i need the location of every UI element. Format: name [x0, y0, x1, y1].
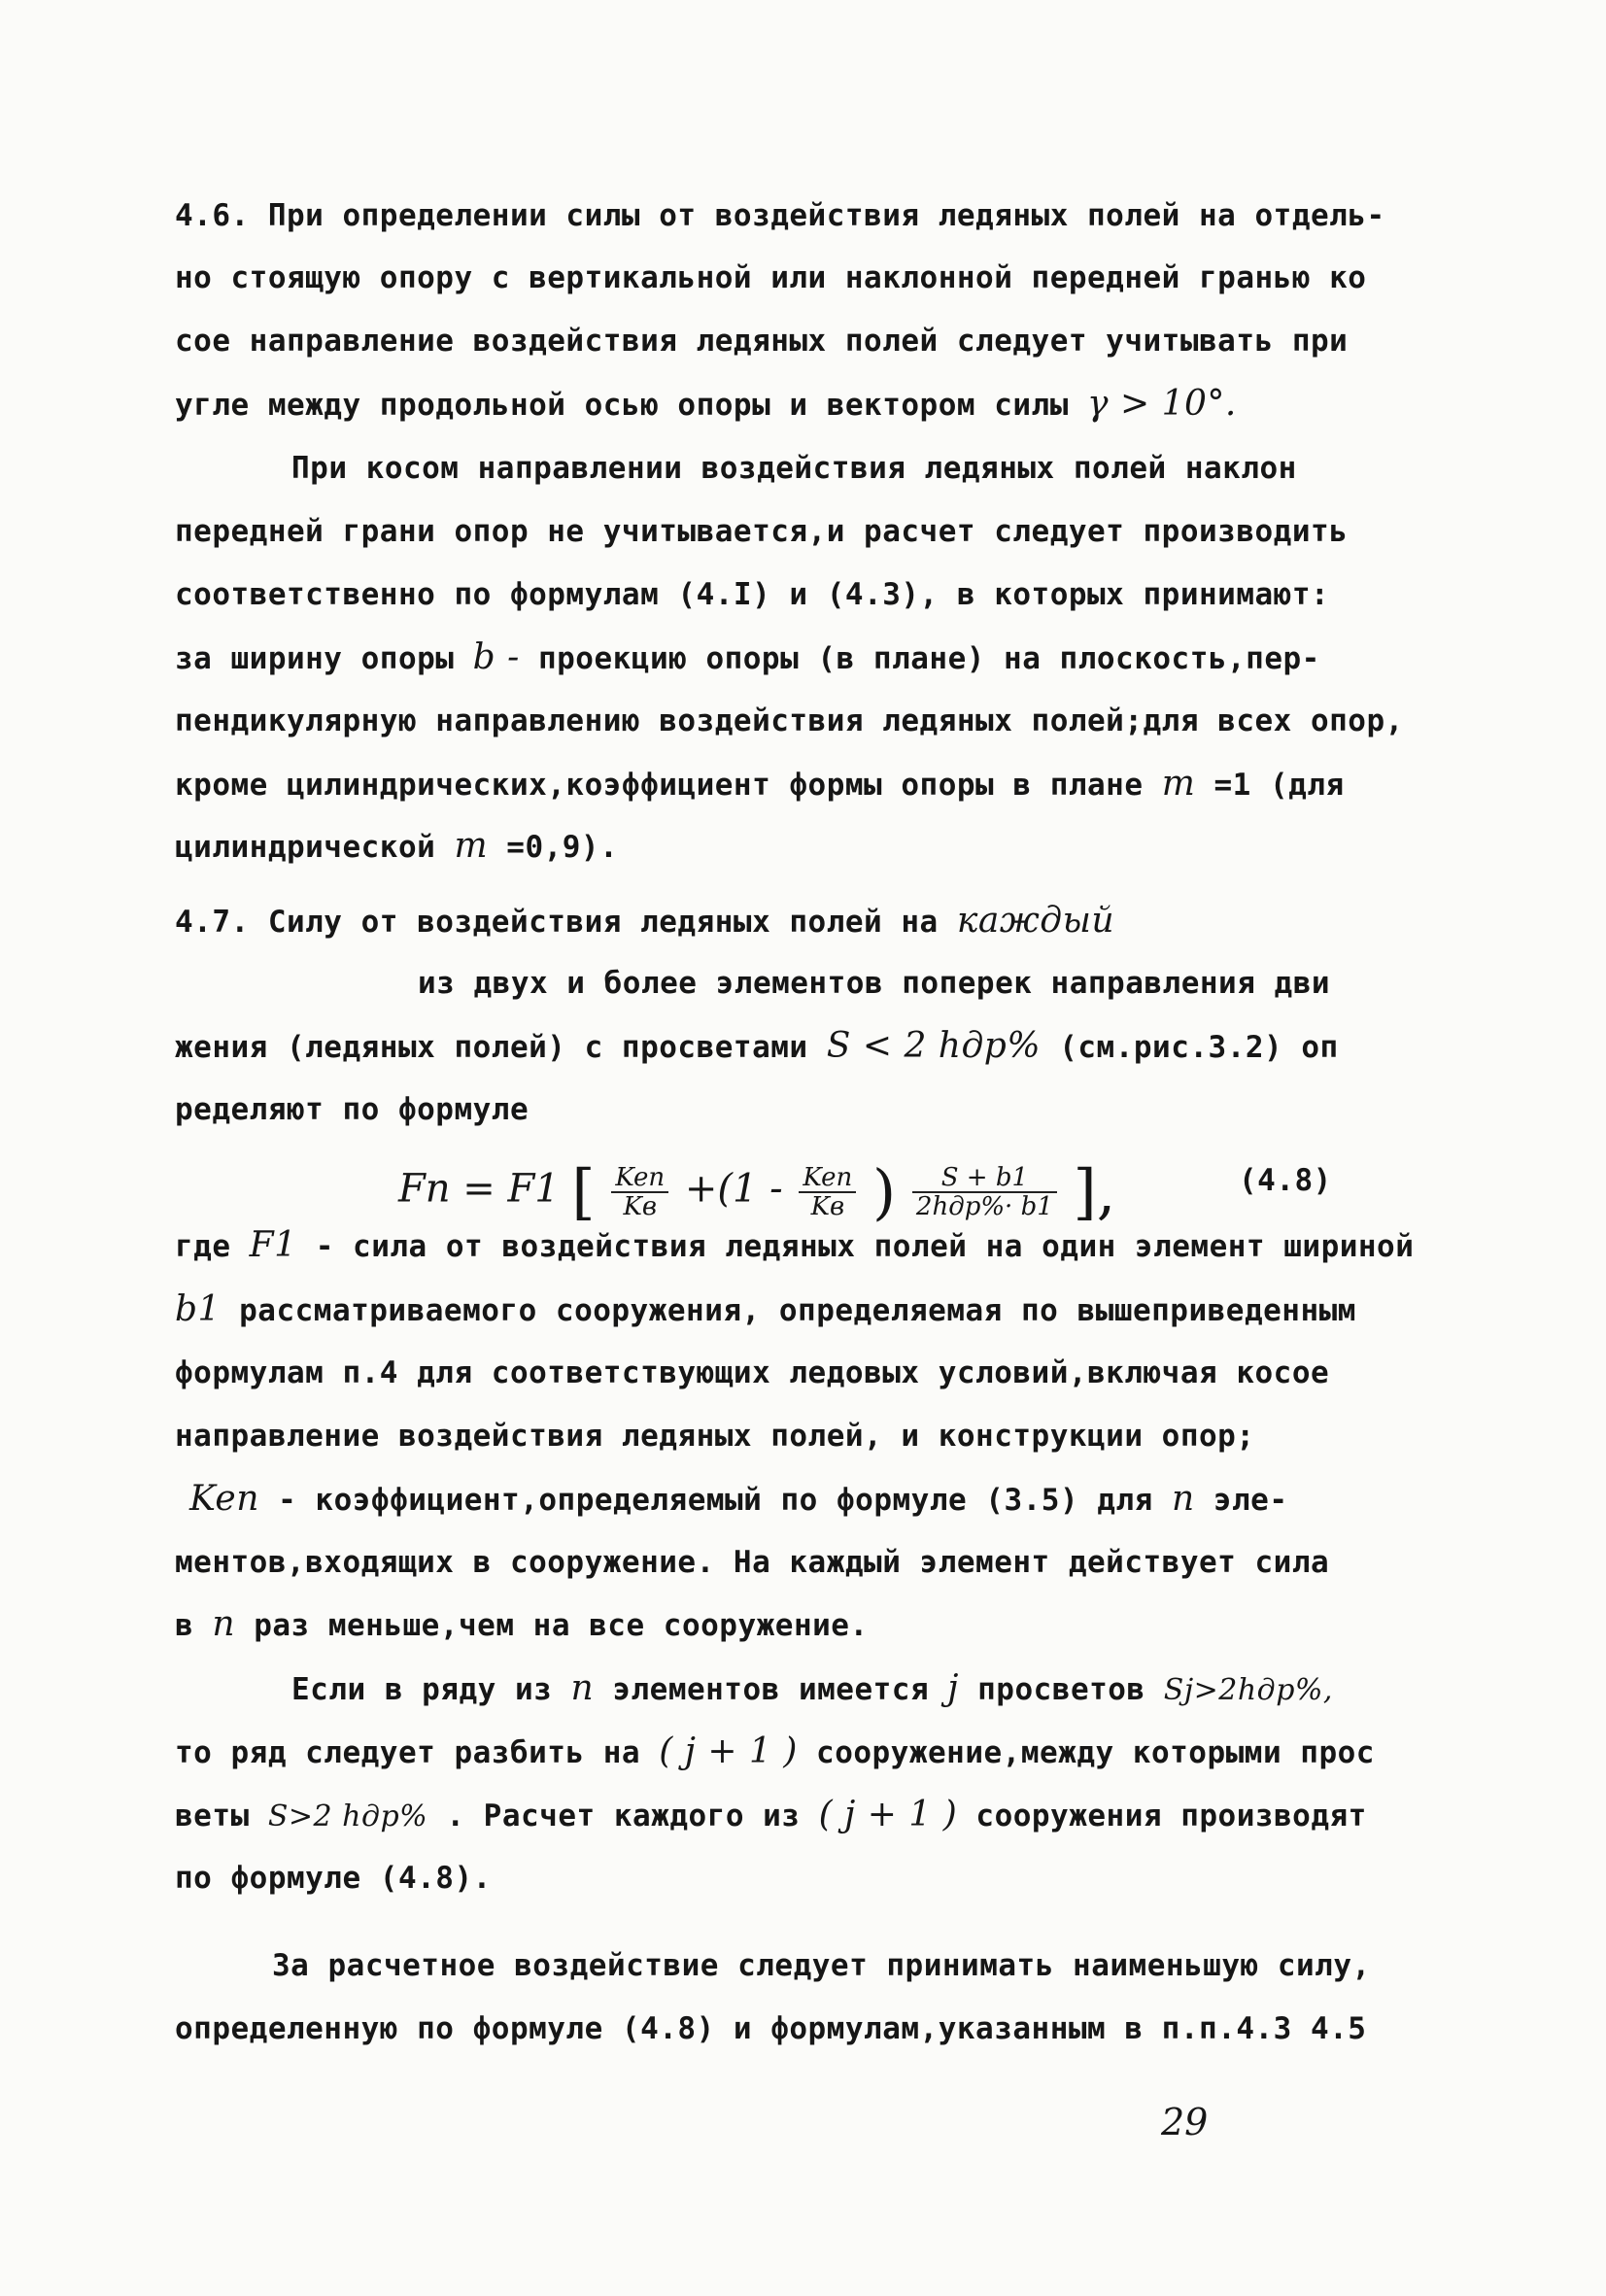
text-line: При косом направлении воздействия ледяных полей наклон [291, 451, 1297, 486]
page-number: 29 [1161, 2101, 1209, 2143]
text-segment: - сила от воздействия ледяных полей на один элемент шириной [315, 1229, 1415, 1264]
text-line: формулам п.4 для соответствующих ледовых условий,включая косое [175, 1355, 1330, 1390]
text-segment: сооружение,между которыми прос [816, 1735, 1375, 1770]
text-line [175, 827, 618, 867]
text-line: 4.6. При определении силы от воздействия ледяных полей на отдель- [175, 198, 1385, 233]
equation-term: +(1 - [684, 1166, 783, 1212]
text-segment: элементов имеется [612, 1672, 930, 1707]
text-line: передней грани опор не учитывается,и расчет следует производить [175, 514, 1349, 549]
text-segment: угле между продольной осью опоры и вектором силы [175, 388, 1069, 423]
text-line: из двух и более элементов поперек направления дви [418, 966, 1331, 1001]
text-line: ментов,входящих в сооружение. На каждый элемент действует сила [175, 1545, 1330, 1580]
text-line: но стоящую опору с вертикальной или наклонной передней гранью ко [175, 260, 1367, 295]
text-segment: кроме цилиндрических,коэффициент формы опоры в плане [175, 768, 1144, 803]
handwritten-n: n [1171, 1479, 1195, 1519]
text-segment: - коэффициент,определяемый по формуле (3.5) для [278, 1483, 1153, 1518]
text-segment: 4.7. Силу от воздействия ледяных полей на [175, 905, 939, 940]
equation-number: (4.8) [1239, 1163, 1332, 1198]
handwritten-sj: Sj>2hдр%, [1163, 1673, 1333, 1707]
equation-bracket: [ [571, 1156, 596, 1227]
handwritten-m: m [1161, 764, 1196, 804]
handwritten-ken: Ken [189, 1479, 259, 1519]
handwritten-m: m [454, 826, 489, 866]
text-segment: жения (ледяных полей) с просветами [175, 1030, 808, 1065]
equation-lhs: Fn = F1 [398, 1166, 560, 1212]
text-segment: в [175, 1608, 194, 1643]
text-line [175, 1732, 1375, 1772]
equation-close: ], [1073, 1156, 1116, 1227]
handwritten-n: n [212, 1604, 236, 1644]
handwritten-kazhdyi: каждый [956, 901, 1115, 941]
handwritten-n: n [570, 1668, 595, 1708]
text-line [175, 902, 1114, 942]
text-line [175, 765, 1345, 805]
text-segment: =0,9). [506, 830, 619, 865]
equation-4-8 [398, 1156, 1115, 1227]
handwritten-b: b - [472, 637, 520, 677]
equation-fraction: $\frac{S + b1}{\text{2hдр\%· b1}}$ [912, 1164, 1057, 1220]
equation-fraction: $\frac{\text{Ken}}{Kв}$ [799, 1164, 856, 1220]
text-segment: раз меньше,чем на все сооружение. [254, 1608, 869, 1643]
text-line [175, 1226, 1414, 1266]
text-segment: (см.рис.3.2) оп [1059, 1030, 1339, 1065]
handwritten-gamma: γ > 10°. [1087, 384, 1237, 424]
text-line [189, 1480, 1287, 1520]
text-segment: эле- [1213, 1483, 1288, 1518]
text-line: пендикулярную направлению воздействия ледяных полей;для всех опор, [175, 703, 1404, 738]
equation-paren: ) [872, 1156, 897, 1227]
text-line [175, 385, 1237, 425]
text-segment: за ширину опоры [175, 641, 455, 676]
equation-fraction: $\frac{\text{Ken}}{Kв}$ [611, 1164, 668, 1220]
text-segment: Если в ряду из [291, 1672, 553, 1707]
handwritten-s-condition: S < 2 hдр% [826, 1026, 1042, 1066]
text-segment: веты [175, 1799, 250, 1833]
text-line: За расчетное воздействие следует принимать наименьшую силу, [272, 1948, 1371, 1983]
text-line [291, 1669, 1333, 1710]
text-line: направление воздействия ледяных полей, и конструкции опор; [175, 1419, 1255, 1454]
text-line: соответственно по формулам (4.I) и (4.3), в которых принимают: [175, 577, 1330, 612]
handwritten-f1: F1 [249, 1225, 297, 1265]
text-segment: . Расчет каждого из [446, 1799, 801, 1833]
handwritten-j-plus-1: ( j + 1 ) [659, 1731, 798, 1771]
text-segment: =1 (для [1213, 768, 1345, 803]
text-line [175, 1027, 1339, 1067]
text-line [175, 1605, 869, 1645]
text-line [175, 1796, 1367, 1836]
text-segment: рассматриваемого сооружения, определяемая по вышеприведенным [239, 1293, 1356, 1328]
handwritten-b1: b1 [175, 1289, 221, 1329]
text-line [175, 1290, 1356, 1330]
text-line: определенную по формуле (4.8) и формулам,указанным в п.п.4.3 4.5 [175, 2011, 1367, 2046]
text-segment: где [175, 1229, 231, 1264]
text-segment: цилиндрической [175, 830, 436, 865]
text-segment: просветов [977, 1672, 1145, 1707]
text-segment: сооружения производят [975, 1799, 1367, 1833]
handwritten-j-plus-1: ( j + 1 ) [818, 1795, 958, 1834]
handwritten-s-gt: S>2 hдр% [267, 1799, 428, 1833]
text-line: по формуле (4.8). [175, 1861, 492, 1896]
text-line: ределяют по формуле [175, 1092, 530, 1127]
text-segment: проекцию опоры (в плане) на плоскость,пер- [537, 641, 1320, 676]
text-line [175, 638, 1320, 678]
text-segment: то ряд следует разбить на [175, 1735, 641, 1770]
text-line: сое направление воздействия ледяных полей следует учитывать при [175, 324, 1349, 359]
handwritten-j: j [947, 1668, 959, 1708]
